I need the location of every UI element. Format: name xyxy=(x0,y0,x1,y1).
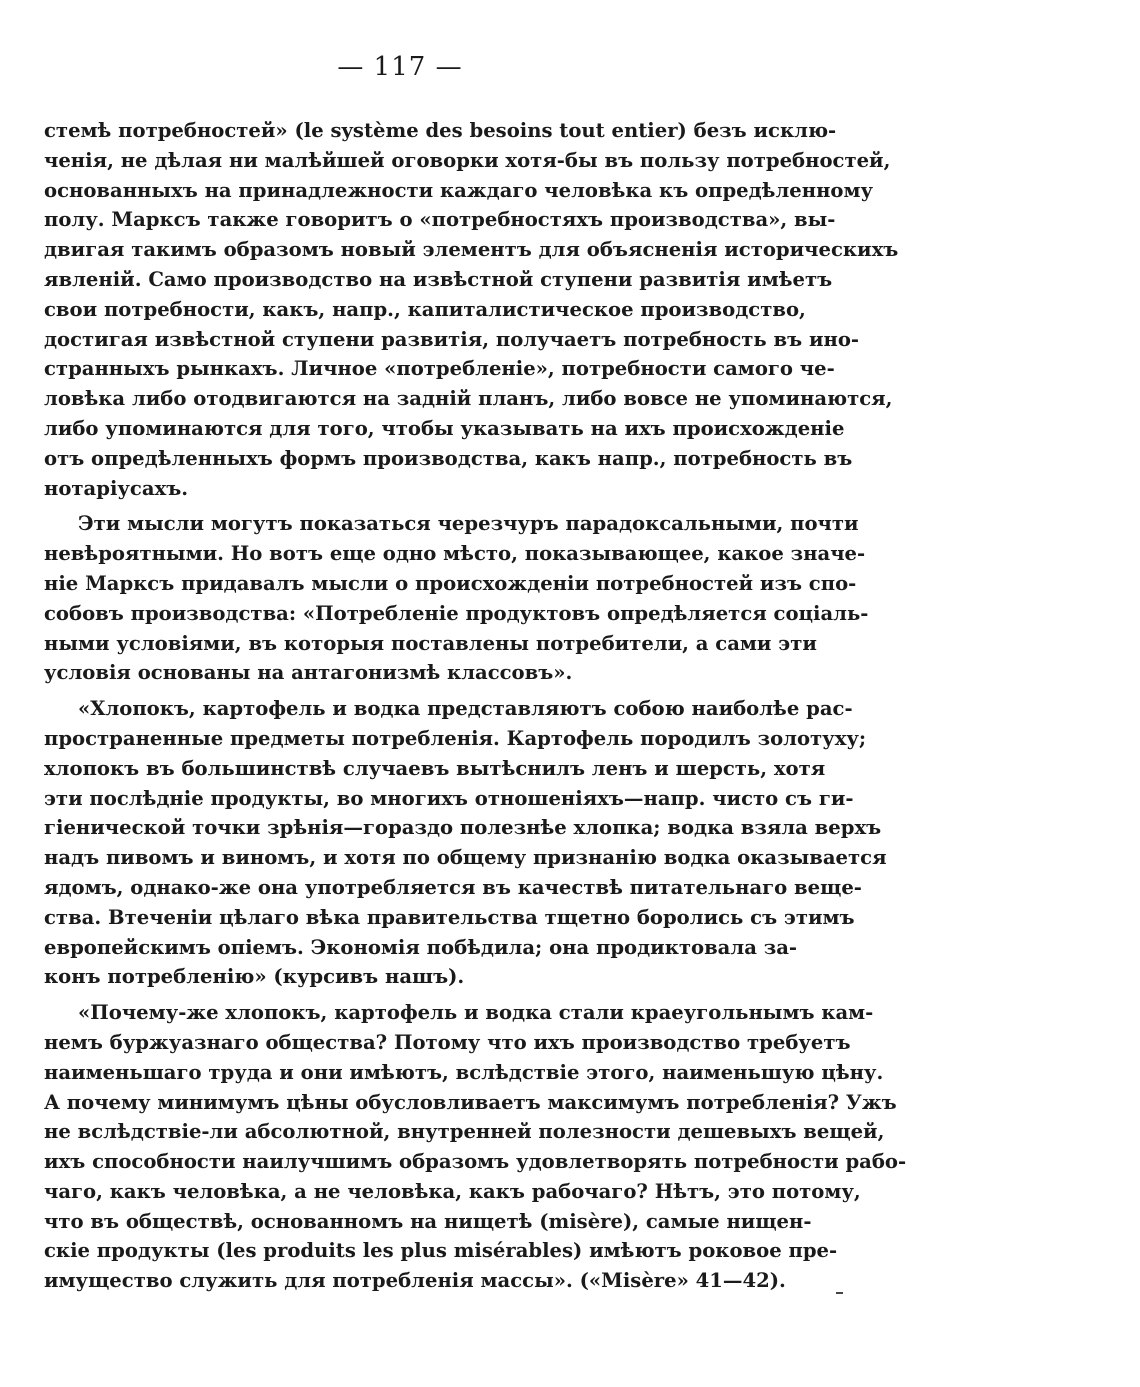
text-line: чаго, какъ человѣка, а не человѣка, какъ рабочаго? Нѣтъ, это потому, xyxy=(44,1179,861,1203)
text-line: имущество служить для потребленія массы». («Misère» 41—42). xyxy=(44,1269,786,1293)
text-line: ченія, не дѣлая ни малѣйшей оговорки хотя-бы въ пользу потребностей, xyxy=(44,148,891,172)
text-line: ихъ способности наилучшимъ образомъ удовлетворять потребности рабо- xyxy=(44,1150,907,1174)
text-line: наименьшаго труда и они имѣютъ, вслѣдствіе этого, наименьшую цѣну. xyxy=(44,1060,884,1084)
text-line: европейскимъ опіемъ. Экономія побѣдила; она продиктовала за- xyxy=(44,935,798,959)
paragraph xyxy=(44,509,869,688)
text-line: явленій. Само производство на извѣстной ступени развитія имѣетъ xyxy=(44,267,833,291)
text-line: двигая такимъ образомъ новый элементъ для объясненія историческихъ xyxy=(44,238,899,262)
text-line: свои потребности, какъ, напр., капиталистическое производство, xyxy=(44,297,806,321)
text-line: эти послѣдніе продукты, во многихъ отношеніяхъ—напр. чисто съ ги- xyxy=(44,786,854,810)
text-line: Эти мысли могутъ показаться черезчуръ парадоксальными, почти xyxy=(78,512,859,536)
page-body xyxy=(44,116,907,1296)
text-line: стемѣ потребностей» (le système des besoins tout entier) безъ исклю- xyxy=(44,119,837,142)
page-number: — 117 — xyxy=(337,52,463,82)
text-line: что въ обществѣ, основанномъ на нищетѣ (misère), самые нищен- xyxy=(44,1209,812,1233)
text-line: странныхъ рынкахъ. Личное «потребленіе», потребности самого че- xyxy=(44,357,835,381)
text-line: ніе Марксъ придавалъ мысли о происхожденіи потребностей изъ спо- xyxy=(44,571,857,595)
text-line: ными условіями, въ которыя поставлены потребители, а сами эти xyxy=(44,631,817,655)
text-line: скіе продукты (les produits les plus misérables) имѣютъ роковое пре- xyxy=(44,1239,838,1263)
text-line: немъ буржуазнаго общества? Потому что ихъ производство требуетъ xyxy=(44,1030,851,1054)
text-line: «Почему-же хлопокъ, картофель и водка стали краеугольнымъ кам- xyxy=(78,1001,874,1025)
text-line: собовъ производства: «Потребленіе продуктовъ опредѣляется соціаль- xyxy=(44,601,869,625)
text-line: ства. Втеченіи цѣлаго вѣка правительства тщетно боролись съ этимъ xyxy=(44,905,855,929)
text-line: достигая извѣстной ступени развитія, получаетъ потребность въ ино- xyxy=(44,327,860,351)
text-line: ядомъ, однако-же она употребляется въ качествѣ питательнаго веще- xyxy=(44,875,862,899)
text-line: отъ опредѣленныхъ формъ производства, какъ напр., потребность въ xyxy=(44,446,853,470)
text-line: полу. Марксъ также говоритъ о «потребностяхъ производства», вы- xyxy=(44,208,836,232)
text-line: гіенической точки зрѣнія—гораздо полезнѣе хлопка; водка взяла верхъ xyxy=(44,816,882,840)
text-line: нотаріусахъ. xyxy=(44,476,189,500)
paragraph xyxy=(44,694,887,992)
text-line: хлопокъ въ большинствѣ случаевъ вытѣснилъ ленъ и шерсть, хотя xyxy=(44,756,826,780)
text-line: условія основаны на антагонизмѣ классовъ». xyxy=(44,661,573,685)
scan-speck xyxy=(836,1292,843,1294)
text-line: не вслѣдствіе-ли абсолютной, внутренней полезности дешевыхъ вещей, xyxy=(44,1120,885,1144)
paragraph xyxy=(44,998,907,1296)
text-line: ловѣка либо отодвигаются на задній планъ, либо вовсе не упоминаются, xyxy=(44,387,893,411)
paragraph xyxy=(44,116,899,503)
text-line: «Хлопокъ, картофель и водка представляютъ собою наиболѣе рас- xyxy=(78,697,853,721)
text-line: конъ потребленію» (курсивъ нашъ). xyxy=(44,965,465,989)
text-line: либо упоминаются для того, чтобы указывать на ихъ происхожденіе xyxy=(44,416,845,440)
text-line: А почему минимумъ цѣны обусловливаетъ максимумъ потребленія? Ужъ xyxy=(44,1090,897,1114)
text-line: основанныхъ на принадлежности каждаго человѣка къ опредѣленному xyxy=(44,178,874,202)
text-line: невѣроятными. Но вотъ еще одно мѣсто, показывающее, какое значе- xyxy=(44,542,866,566)
text-line: надъ пивомъ и виномъ, и хотя по общему признанію водка оказывается xyxy=(44,846,887,870)
text-line: пространенные предметы потребленія. Картофель породилъ золотуху; xyxy=(44,726,867,750)
